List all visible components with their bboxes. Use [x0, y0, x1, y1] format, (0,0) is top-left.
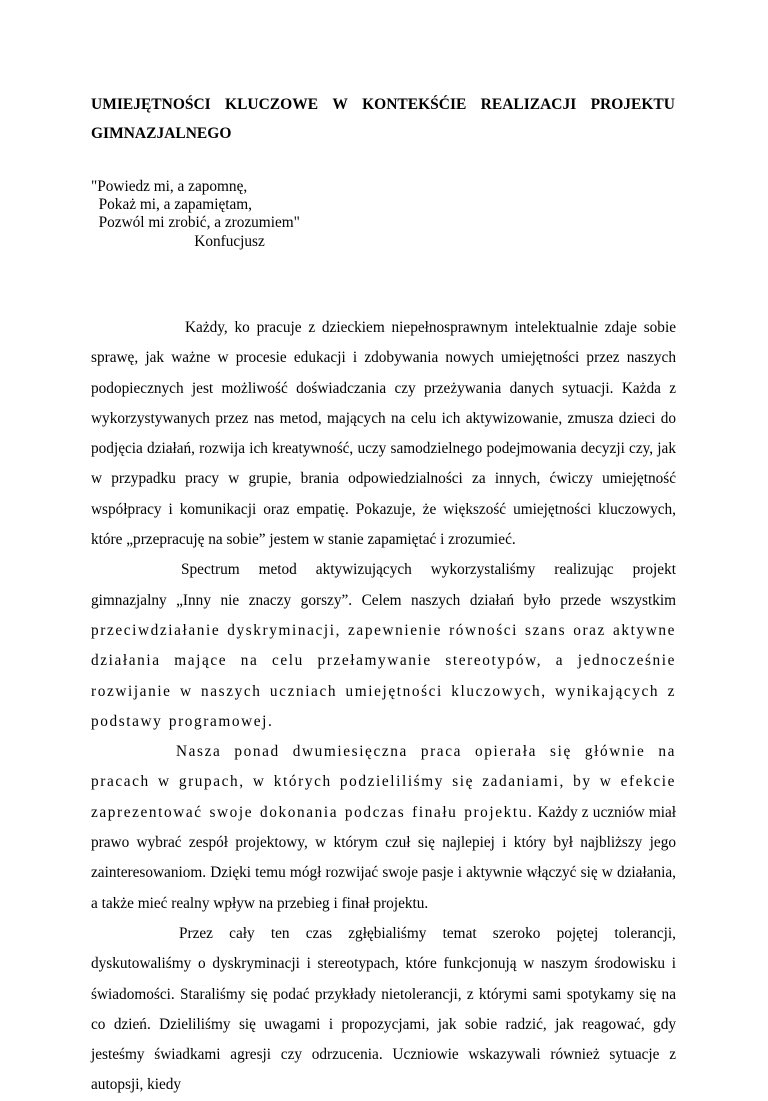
title-word: KLUCZOWE — [225, 96, 319, 113]
title-line-1 — [91, 90, 675, 119]
paragraph-text: Spectrum metod aktywizujących wykorzystaliśmy realizując projekt gimnazjalny „Inny nie znaczy gorszy”. Celem naszych działań było przede wszystkim — [91, 561, 676, 609]
title-line-2: GIMNAZJALNEGO — [91, 125, 232, 142]
title-word: W — [332, 96, 348, 113]
motto-quote — [91, 178, 300, 251]
paragraph-text-spaced: przeciwdziałanie dyskryminacji, zapewnienie równości szans oraz aktywne działania mające na celu przełamywanie stereotypów, a jednocześnie rozwijanie w naszych uczniach umiejętności kluczowych, wynikających z podstawy programowej. — [91, 621, 676, 730]
title-word: PROJEKTU — [590, 96, 675, 113]
motto-line: "Powiedz mi, a zapomnę, — [91, 178, 248, 195]
motto-author: Konfucjusz — [194, 232, 265, 250]
document-title — [91, 90, 675, 148]
paragraph-text: Każdy z uczniów miał prawo wybrać zespół projektowy, w którym czuł się najlepiej i który był najbliższy jego zainteresowaniom. Dzięki temu mógł rozwijać swoje pasje i aktywnie włączyć się w działania, a także mieć realny wpływ na przebieg i finał projektu. — [91, 803, 677, 912]
motto-line: Pokaż mi, a zapamiętam, — [98, 196, 252, 214]
motto-line: Pozwól mi zrobić, a zrozumiem" — [98, 214, 300, 232]
title-word: UMIEJĘTNOŚCI — [91, 96, 211, 113]
paragraph-text-spaced: Nasza ponad dwumiesięczna praca opierała się głównie na pracach w grupach, w których podzieliliśmy się zadaniami, by w efekcie zaprezentować swoje dokonania podczas finału projektu. — [91, 743, 676, 821]
paragraph: Przez cały ten czas zgłębialiśmy temat szeroko pojętej tolerancji, dyskutowaliśmy o dyskryminacji i stereotypach, które funkcjonują w naszym środowisku i świadomości. Staraliśmy się podać przykłady nietolerancji, z którymi sami spotykamy się na co dzień. Dzieliliśmy się uwagami i propozycjami, jak sobie radzić, jak reagować, gdy jesteśmy świadkami agresji czy odrzucenia. Uczniowie wskazywali również sytuacje z autopsji, kiedy — [91, 924, 676, 1094]
paragraph — [91, 555, 676, 737]
title-word: REALIZACJI — [480, 96, 577, 113]
paragraph — [91, 737, 676, 919]
document-body — [91, 313, 676, 1101]
title-word: KONTEKŚĆIE — [362, 96, 467, 113]
paragraph: Każdy, ko pracuje z dzieckiem niepełnosprawnym intelektualnie zdaje sobie sprawę, jak ważne w procesie edukacji i zdobywania nowych umiejętności przez naszych podopiecznych jest możliwość doświadczania czy przeżywania danych sytuacji. Każda z wykorzystywanych przez nas metod, mających na celu ich aktywizowanie, zmusza dzieci do podjęcia działań, rozwija ich kreatywność, uczy samodzielnego podejmowania decyzji czy, jak w przypadku pracy w grupie, brania odpowiedzialności za innych, ćwiczy umiejętność współpracy i komunikacji oraz empatię. Pokazuje, że większość umiejętności kluczowych, które „przepracuję na sobie” jestem w stanie zapamiętać i zrozumieć. — [91, 319, 676, 549]
